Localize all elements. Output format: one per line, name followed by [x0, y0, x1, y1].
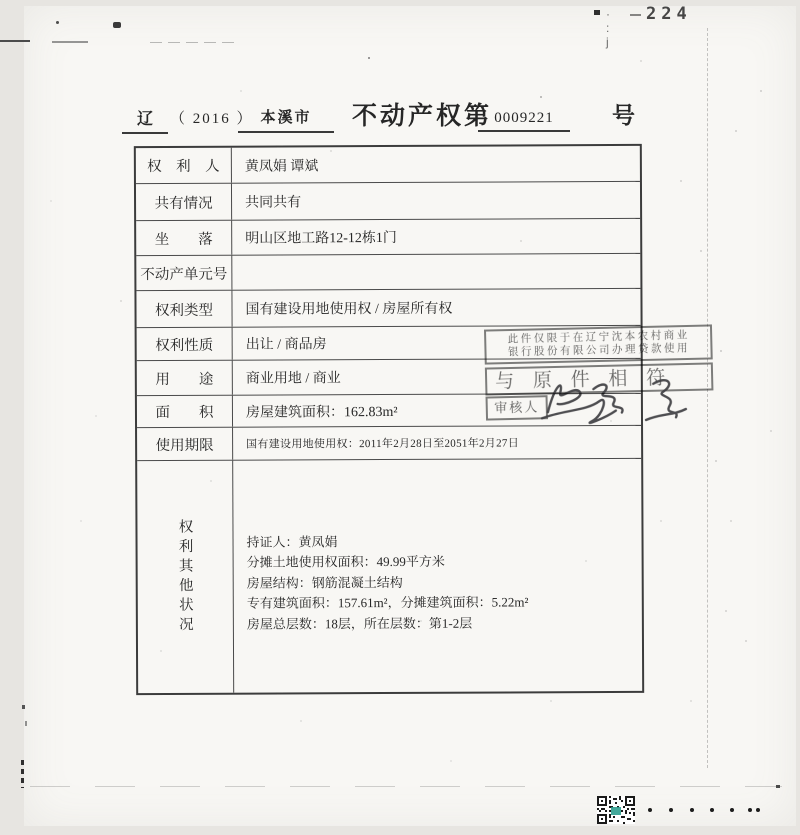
- dot: [648, 808, 652, 812]
- header-city: 本溪市: [238, 106, 334, 133]
- header-province: 辽: [122, 106, 168, 134]
- row-value: 国有建设用地使用权 / 房屋所有权: [245, 301, 453, 318]
- dot: [690, 808, 694, 812]
- row-value: 明山区地工路12-12栋1门: [245, 230, 397, 247]
- stamp-restriction-text: [484, 324, 713, 364]
- row-label: 坐 落: [136, 221, 232, 255]
- scan-dash-mark: [150, 42, 234, 43]
- reviewer-signature: [533, 368, 719, 430]
- row-value: 出让 / 商品房: [245, 337, 327, 353]
- other-status-label: 权利其他状况: [176, 518, 193, 636]
- ink-speck: [22, 705, 25, 709]
- scan-noise: [0, 0, 2, 2]
- row-label: 使用期限: [137, 428, 233, 460]
- row-label: 共有情况: [136, 184, 232, 220]
- row-label: 权利类型: [136, 291, 232, 327]
- scan-edge-line: [30, 786, 782, 787]
- row-value: [233, 459, 642, 693]
- dot: [669, 808, 673, 812]
- binding-mark: [21, 760, 24, 788]
- ink-blob: [113, 22, 121, 28]
- other-status-line: 专有建筑面积：157.61m²，分摊建筑面积：5.22m²: [246, 594, 529, 611]
- ink-speck: [56, 21, 59, 24]
- row-value: 黄凤娟 谭斌: [244, 158, 319, 175]
- row-label: 不动产单元号: [136, 256, 232, 290]
- row-label: 面 积: [137, 396, 233, 427]
- table-row: [136, 289, 640, 328]
- table-row: [136, 146, 640, 184]
- corner-square-mark: [594, 10, 600, 15]
- bank-verification-stamp: [484, 324, 714, 420]
- dot: [710, 808, 714, 812]
- row-label-vertical: [137, 461, 234, 693]
- header-suffix: 号: [612, 103, 635, 128]
- other-status-line: 持证人：黄凤娟: [246, 533, 338, 550]
- other-status-line: 分摊土地使用权面积：49.99平方米: [246, 554, 445, 570]
- row-label: 权 利 人: [136, 148, 232, 183]
- other-status-lines: [233, 473, 528, 692]
- other-status-line: 房屋总层数：18层，所在层数：第1-2层: [246, 615, 473, 632]
- corner-glyphs: · : j: [606, 7, 614, 49]
- header-certificate-title: 不动产权第: [352, 103, 493, 130]
- stamp-line1: 此件仅限于在辽宁沈本农村商业: [507, 329, 690, 346]
- row-value: 国有建设用地使用权：2011年2月28日至2051年2月27日: [246, 437, 520, 451]
- stamp-reviewer-label: 审核人: [486, 395, 549, 420]
- other-status-line: 房屋结构：钢筋混凝土结构: [246, 574, 403, 591]
- row-value: [232, 254, 640, 290]
- scan-dash-mark: [52, 41, 88, 43]
- row-value: 房屋建筑面积：162.83m²: [245, 404, 398, 421]
- table-row-other-status: [137, 459, 642, 693]
- header-certificate-number: 0009221: [478, 110, 570, 132]
- table-row: [136, 182, 640, 221]
- header-year: （ 2016 ）: [170, 111, 254, 127]
- stamp-match-original-text: 与 原 件 相 符: [485, 362, 714, 395]
- row-value: 共同共有: [245, 195, 302, 211]
- row-label: 权利性质: [137, 328, 233, 360]
- qr-code: [597, 796, 635, 824]
- table-row: [136, 254, 640, 291]
- page-number-stamp: 224: [646, 4, 692, 24]
- table-row: [136, 219, 640, 256]
- dot: [748, 808, 752, 812]
- scan-dash-mark: [0, 40, 30, 42]
- ink-speck: [776, 785, 780, 788]
- table-row: [137, 426, 641, 461]
- row-label: 用 途: [137, 361, 233, 395]
- dot: [730, 808, 734, 812]
- ink-speck: [25, 721, 27, 726]
- stamp-line2: 银行股份有限公司办理贷款使用: [507, 342, 691, 359]
- row-value: 商业用地 / 商业: [245, 371, 341, 387]
- dot: [756, 808, 760, 812]
